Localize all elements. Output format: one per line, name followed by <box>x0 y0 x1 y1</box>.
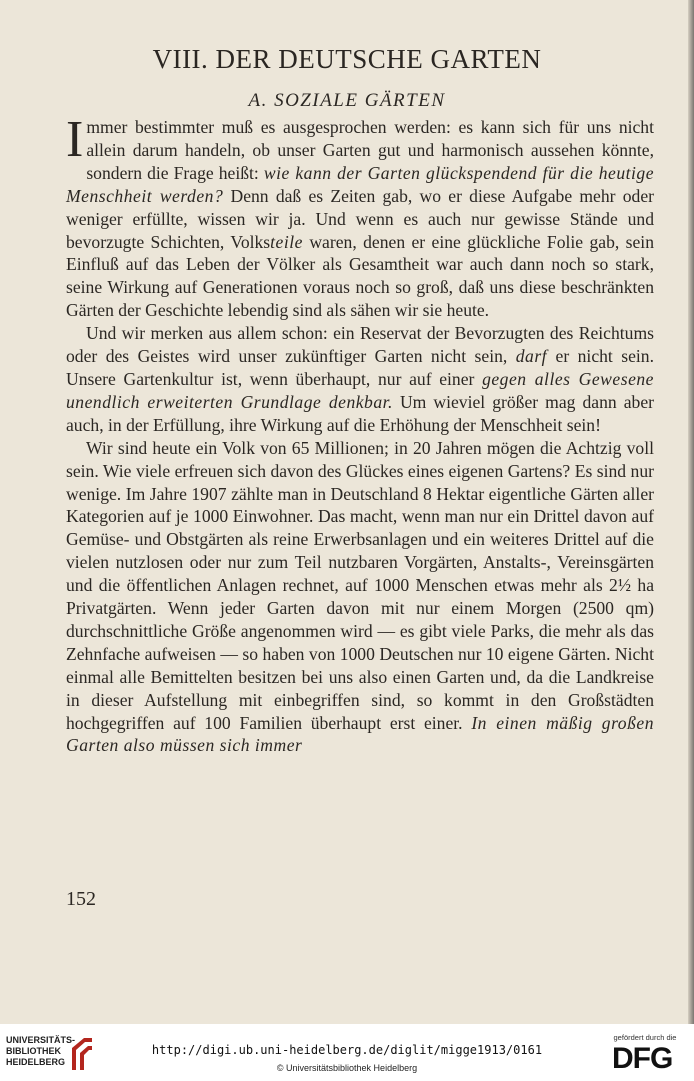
page-number: 152 <box>66 888 96 910</box>
drop-cap: I <box>66 111 84 168</box>
chapter-title: VIII. DER DEUTSCHE GARTEN <box>152 44 542 74</box>
funded-by-label: gefördert durch die <box>613 1033 677 1042</box>
library-name: UNIVERSITÄTS- BIBLIOTHEK HEIDELBERG <box>6 1035 76 1067</box>
paragraph-2: Und wir merken aus allem schon: ein Reservat der Bevorzugten des Reichtums oder des Geistes wird unser zukünftiger Garten nicht sein, darf er nicht sein. Unsere Gartenkultur ist, wenn überhaupt, nur auf einer gegen alles Gewesene unendlich erweiterten Grundlage denkbar. Um wieviel größer mag dann aber auch, in der Erfüllung, ihre Wirkung auf die Erhöhung der Menschheit sein! <box>66 323 654 435</box>
permalink-url[interactable]: http://digi.ub.uni-heidelberg.de/diglit/migge1913/0161 <box>151 1043 543 1057</box>
body-text <box>66 111 654 757</box>
section-title: A. SOZIALE GÄRTEN <box>248 90 446 111</box>
page-edge <box>688 0 694 1024</box>
paragraph-3: Wir sind heute ein Volk von 65 Millionen; in 20 Jahren mögen die Achtzig voll sein. Wie viele erfreuen sich davon des Glückes eines eigenen Gartens? Es sind nur wenige. Im Jahre 1907 zählte man in Deutschland 8 Hektar eigentliche Gärten aller Kategorien auf je 1000 Einwohner. Das macht, wenn man nur ein Drittel davon auf Gemüse- und Obstgärten als reine Erwerbsanlagen und ein weiteres Drittel auf die vielen nutzlosen oder nur zum Teil nutzbaren Vorgärten, Anstalts-, Vereinsgärten und die öffentlichen Anlagen rechnet, auf 1000 Menschen etwas mehr als 2½ ha Privatgärten. Wenn jeder Garten davon mit nur einem Morgen (2500 qm) durchschnittliche Größe angenommen wird — es gibt viele Parks, die mehr als das Zehnfache aufweisen — so haben von 1000 Deutschen nur 10 eigene Gärten. Nicht einmal alle Bemittelten besitzen bei uns also einen Garten und, da die Landkreise in dieser Aufstellung mit einbegriffen sind, so kommt in den Großstädten hochgegriffen auf 100 Familien überhaupt erst einer. In einen mäßig großen Garten also müssen sich immer <box>66 437 654 756</box>
dfg-logo[interactable]: DFG <box>612 1042 673 1075</box>
paragraph-1: Immer bestimmter muß es ausgesprochen werden: es kann sich für uns nicht allein darum handeln, ob unser Garten gut und harmonisch aussehen könnte, sondern die Frage heißt: wie kann der Garten glückspendend für die heutige Menschheit werden? Denn daß es Zeiten gab, wo er diese Aufgabe mehr oder weniger erfüllte, wissen wir ja. Und wenn es auch nur gewisse Stände und bevorzugte Schichten, Volksteile waren, denen er eine glückliche Folie gab, sein Einfluß auf das Leben der Völker als Gesamtheit war auch dann noch so stark, seine Wirkung auf Generationen voraus noch so groß, daß uns diese beschränkten Gärten der Geschichte lebendig sind als sähen wir sie heute. <box>66 111 654 321</box>
copyright-notice: © Universitätsbibliothek Heidelberg <box>276 1063 418 1073</box>
